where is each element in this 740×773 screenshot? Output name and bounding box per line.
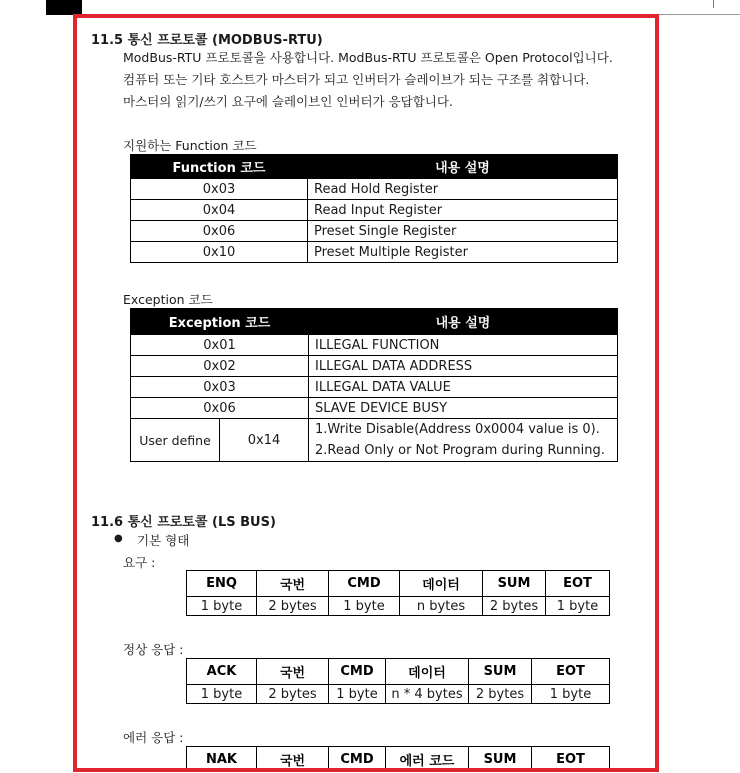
normal-response-label: 정상 응답 : — [123, 642, 184, 657]
response-size: 1 byte — [187, 685, 257, 704]
exception-caption: Exception 코드 — [123, 292, 213, 307]
request-size: 1 byte — [187, 597, 257, 616]
exception-code-cell: 0x03 — [131, 377, 309, 398]
table-row — [131, 377, 618, 398]
function-desc-cell: Read Input Register — [308, 200, 618, 221]
exception-desc-cell: ILLEGAL DATA ADDRESS — [309, 356, 618, 377]
function-desc-cell: Read Hold Register — [308, 179, 618, 200]
table-row — [131, 242, 618, 263]
exception-header-desc: 내용 설명 — [309, 309, 618, 335]
function-code-cell: 0x04 — [131, 200, 308, 221]
exception-desc-cell: SLAVE DEVICE BUSY — [309, 398, 618, 419]
error-header: SUM — [469, 747, 532, 773]
response-header: ACK — [187, 659, 257, 685]
highlight-frame — [73, 14, 659, 772]
request-size: 2 bytes — [257, 597, 329, 616]
exception-code-cell: 0x06 — [131, 398, 309, 419]
table-row — [131, 356, 618, 377]
user-define-desc — [309, 419, 618, 462]
section-11-5-title: 11.5 통신 프로토콜 (MODBUS-RTU) — [91, 33, 323, 48]
section-11-6-title: 11.6 통신 프로토콜 (LS BUS) — [91, 515, 276, 530]
error-header: CMD — [329, 747, 386, 773]
error-response-table — [186, 746, 610, 772]
intro-line-3: 마스터의 읽기/쓰기 요구에 슬레이브인 인버터가 응답합니다. — [123, 94, 453, 109]
request-label: 요구 : — [123, 555, 156, 570]
function-code-cell: 0x10 — [131, 242, 308, 263]
response-header: 국번 — [257, 659, 329, 685]
table-row — [131, 398, 618, 419]
response-size: 2 bytes — [257, 685, 329, 704]
table-row — [131, 200, 618, 221]
function-code-cell: 0x06 — [131, 221, 308, 242]
request-frame-table — [186, 570, 610, 616]
exception-code-cell: 0x02 — [131, 356, 309, 377]
function-desc-cell: Preset Single Register — [308, 221, 618, 242]
request-size: 1 byte — [329, 597, 400, 616]
basic-form-label: 기본 형태 — [137, 533, 190, 548]
function-header-code: Function 코드 — [131, 155, 308, 179]
user-define-desc-1: 1.Write Disable(Address 0x0004 value is 0). — [315, 422, 600, 437]
table-row — [131, 419, 618, 462]
request-header: 데이터 — [400, 571, 483, 597]
function-code-table — [130, 154, 618, 263]
table-row — [131, 335, 618, 356]
normal-response-table — [186, 658, 610, 704]
function-code-cell: 0x03 — [131, 179, 308, 200]
function-header-desc: 내용 설명 — [308, 155, 618, 179]
request-header: CMD — [329, 571, 400, 597]
exception-code-table — [130, 308, 618, 462]
user-define-label: User define — [131, 419, 220, 462]
response-header: SUM — [469, 659, 532, 685]
table-row — [131, 179, 618, 200]
request-size: n bytes — [400, 597, 483, 616]
response-size: n * 4 bytes — [386, 685, 469, 704]
error-header: EOT — [532, 747, 610, 773]
request-header: SUM — [483, 571, 546, 597]
response-size: 1 byte — [329, 685, 386, 704]
response-header: EOT — [532, 659, 610, 685]
exception-header-code: Exception 코드 — [131, 309, 309, 335]
exception-desc-cell: ILLEGAL DATA VALUE — [309, 377, 618, 398]
header-tick — [713, 0, 714, 8]
user-define-code: 0x14 — [220, 419, 309, 462]
function-desc-cell: Preset Multiple Register — [308, 242, 618, 263]
function-caption: 지원하는 Function 코드 — [123, 138, 257, 153]
response-header: CMD — [329, 659, 386, 685]
request-header: ENQ — [187, 571, 257, 597]
intro-line-1: ModBus-RTU 프로토콜을 사용합니다. ModBus-RTU 프로토콜은 Open Protocol입니다. — [123, 50, 613, 65]
error-response-label: 에러 응답 : — [123, 730, 184, 745]
exception-code-cell: 0x01 — [131, 335, 309, 356]
request-size: 1 byte — [546, 597, 610, 616]
request-header: 국번 — [257, 571, 329, 597]
header-black-tab — [46, 0, 82, 15]
error-header: NAK — [187, 747, 257, 773]
request-size: 2 bytes — [483, 597, 546, 616]
error-header: 국번 — [257, 747, 329, 773]
table-row — [131, 221, 618, 242]
error-header: 에러 코드 — [386, 747, 469, 773]
exception-desc-cell: ILLEGAL FUNCTION — [309, 335, 618, 356]
bullet-icon: ● — [114, 533, 123, 544]
request-header: EOT — [546, 571, 610, 597]
response-size: 1 byte — [532, 685, 610, 704]
response-header: 데이터 — [386, 659, 469, 685]
response-size: 2 bytes — [469, 685, 532, 704]
intro-line-2: 컴퓨터 또는 기타 호스트가 마스터가 되고 인버터가 슬레이브가 되는 구조를 취합니다. — [123, 72, 590, 87]
user-define-desc-2: 2.Read Only or Not Program during Running. — [315, 443, 605, 458]
